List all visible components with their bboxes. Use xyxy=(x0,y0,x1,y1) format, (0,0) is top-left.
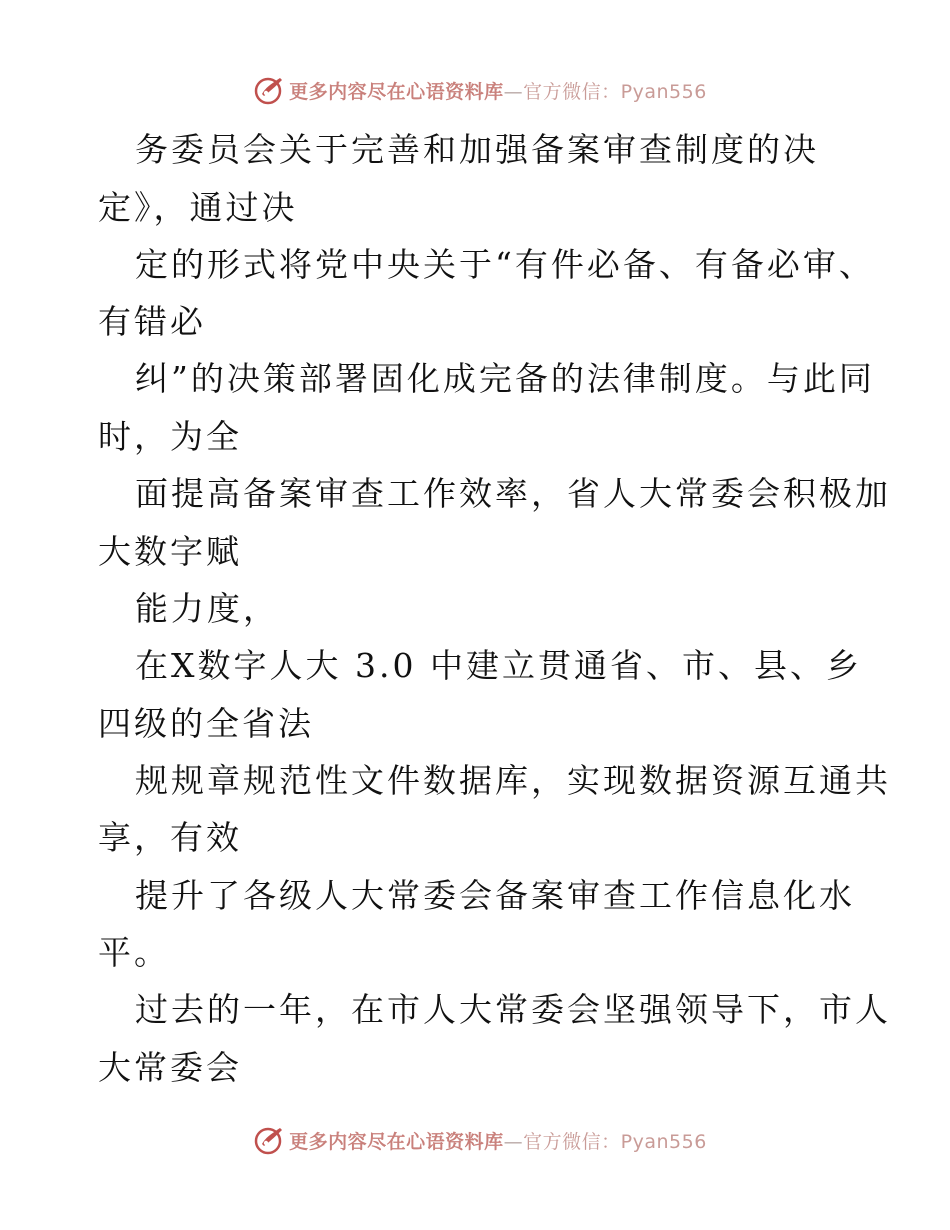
footer-banner-text xyxy=(289,1127,707,1154)
body-line: 面提高备案审查工作效率，省人大常委会积极加 xyxy=(135,474,891,513)
body-line: 时，为全 xyxy=(98,417,242,456)
pen-logo-icon xyxy=(253,1124,285,1156)
banner-dash: — xyxy=(503,1130,524,1153)
banner-title: 更多内容尽在心语资料库 xyxy=(289,80,504,103)
header-banner-text xyxy=(289,77,707,104)
body-line: 大数字赋 xyxy=(98,532,242,571)
banner-wechat: 官方微信：Pyan556 xyxy=(523,1130,707,1153)
banner-wechat: 官方微信：Pyan556 xyxy=(523,80,707,103)
body-line: 务委员会关于完善和加强备案审查制度的决 xyxy=(135,130,819,169)
footer-banner xyxy=(0,1120,950,1160)
header-banner xyxy=(0,70,950,110)
body-line: 定的形式将党中央关于“有件必备、有备必审、 xyxy=(135,245,875,284)
body-line: 大常委会 xyxy=(98,1048,242,1087)
body-line: 四级的全省法 xyxy=(98,704,314,743)
body-line: 享，有效 xyxy=(98,818,242,857)
body-line: 能力度， xyxy=(135,589,279,628)
body-line: 定》，通过决 xyxy=(98,188,298,227)
body-line: 有错必 xyxy=(98,302,206,341)
footer-banner-inner xyxy=(243,1124,707,1156)
body-line: 纠”的决策部署固化成完备的法律制度。与此同 xyxy=(135,359,875,398)
body-line: 提升了各级人大常委会备案审查工作信息化水 xyxy=(135,876,855,915)
body-line: 规规章规范性文件数据库，实现数据资源互通共 xyxy=(135,761,891,800)
header-banner-inner xyxy=(243,74,707,106)
pen-logo-icon xyxy=(253,74,285,106)
banner-title: 更多内容尽在心语资料库 xyxy=(289,1130,504,1153)
body-line: 平。 xyxy=(98,933,170,972)
banner-dash: — xyxy=(503,80,524,103)
body-line: 过去的一年，在市人大常委会坚强领导下，市人 xyxy=(135,990,891,1029)
body-line: 在X数字人大 3.0 中建立贯通省、市、县、乡 xyxy=(135,646,862,685)
